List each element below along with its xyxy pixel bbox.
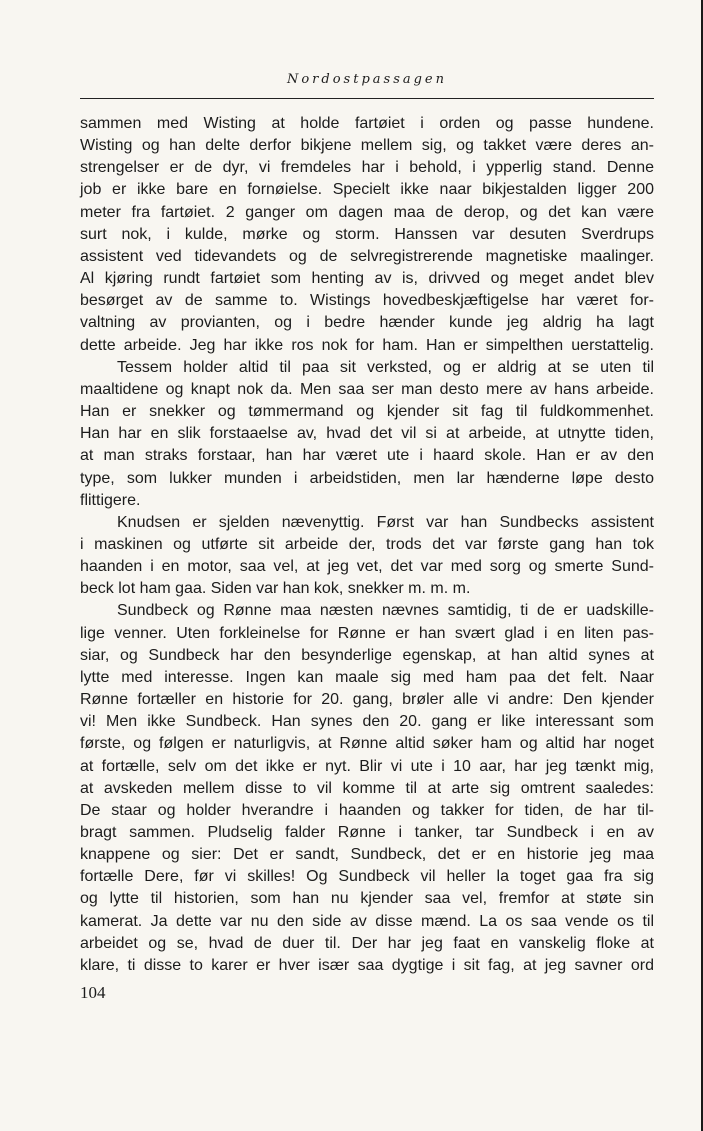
paragraph [80,512,654,601]
text-line: bragt sammen. Pludselig falder Rønne i tanker, tar Sundbeck i en av [80,824,654,841]
text-line: job er ikke bare en fornøielse. Specielt ikke naar bikjestalden ligger 200 [80,181,654,199]
text-line: lytte med interesse. Ingen kan maale sig med ham paa det felt. Naar [80,668,654,686]
text-line: type, som lukker munden i arbeidstiden, men lar hænderne løpe desto [80,469,654,487]
paragraph [80,600,654,977]
text-line: arbeidet og se, hvad de duer til. Der har jeg faat en vanskelig floke at [80,934,654,952]
text-line: lige venner. Uten forkleinelse for Rønne er han svært glad i en liten pas- [80,624,654,642]
text-line: flittigere. [80,491,141,509]
text-line: at avskeden mellem disse to vil komme til at arte sig omtrent saaledes: [80,779,654,797]
text-line: De staar og holder hverandre i haanden og takker for tiden, de har til- [80,801,654,819]
text-line: første, og følgen er naturligvis, at Rønne altid søker ham og altid har noget [80,735,654,753]
text-line: sammen med Wisting at holde fartøiet i orden og passe hundene. [80,115,654,132]
text-line: dette arbeide. Jeg har ikke ros nok for ham. Han er simpelthen uerstattelig. [80,336,654,354]
text-line: Rønne fortæller en historie for 20. gang, brøler alle vi andre: Den kjender [80,691,654,709]
header-rule [80,98,654,99]
text-line: klare, ti disse to karer er hver især saa dygtige i sit fag, at jeg savner ord [80,956,654,974]
text-line: siar, og Sundbeck har den besynderlige egenskap, at han altid synes at [80,646,654,664]
text-line: Wisting og han delte derfor bikjene mellem sig, og takket være deres an- [80,137,654,155]
text-line: besørget av de samme to. Wistings hovedbeskjæftigelse har været for- [80,292,654,310]
text-line: Han har en slik forstaaelse av, hvad det vil si at arbeide, at utnytte tiden, [80,425,654,443]
text-line: Tessem holder altid til paa sit verksted, og er aldrig at se uten til [117,358,654,376]
text-line: surt nok, i kulde, mørke og storm. Hanssen var desuten Sverdrups [80,225,654,243]
text-line: i maskinen og utførte sit arbeide der, trods det var første gang han tok [80,535,654,553]
text-line: Al kjøring rundt fartøiet som henting av is, drivved og meget andet blev [80,270,654,288]
text-line: Han er snekker og tømmermand og kjender sit fag til fuldkommenhet. [80,403,654,421]
text-line: Sundbeck og Rønne maa næsten nævnes samtidig, ti de er uadskille- [117,602,654,620]
text-line: valtning av provianten, og i bedre hænder kunde jeg aldrig ha lagt [80,314,654,332]
text-line: fortælle Dere, før vi skilles! Og Sundbeck vil heller la toget gaa fra sig [80,868,654,886]
text-line: at fortælle, selv om det ikke er nyt. Blir vi ute i 10 aar, har jeg tænkt mig, [80,757,654,775]
text-line: og lytte til historien, som han nu kjender saa vel, fremfor at støte sin [80,890,654,908]
text-line: kamerat. Ja dette var nu den side av disse mænd. La os saa vende os til [80,912,654,930]
page-number: 104 [80,983,106,1002]
text-line: knappene og sier: Det er sandt, Sundbeck, det er en historie jeg maa [80,846,654,864]
paragraph [80,113,654,357]
text-line: vi! Men ikke Sundbeck. Han synes den 20. gang er like interessant som [80,713,654,731]
paragraph [80,357,654,512]
text-line: at man straks forstaar, han har været ute i haard skole. Han er av den [80,447,654,465]
text-line: maaltidene og knapt nok da. Men saa ser man desto mere av hans arbeide. [80,380,654,398]
text-line: beck lot ham gaa. Siden var han kok, snekker m. m. m. [80,580,471,598]
text-line: meter fra fartøiet. 2 ganger om dagen maa de derop, og det kan være [80,203,654,221]
text-line: haanden i en motor, saa vel, at jeg vet, det var med sorg og smerte Sund- [80,558,654,576]
running-head: Nordostpassagen [286,72,447,87]
text-line: Knudsen er sjelden nævenyttig. Først var han Sundbecks assistent [117,513,654,531]
text-line: strengelser er de dyr, vi fremdeles har i behold, i ypperlig stand. Denne [80,159,654,177]
body-text [80,113,654,977]
text-line: assistent ved tidevandets og de selvregistrerende magnetiske maalinger. [80,247,654,265]
